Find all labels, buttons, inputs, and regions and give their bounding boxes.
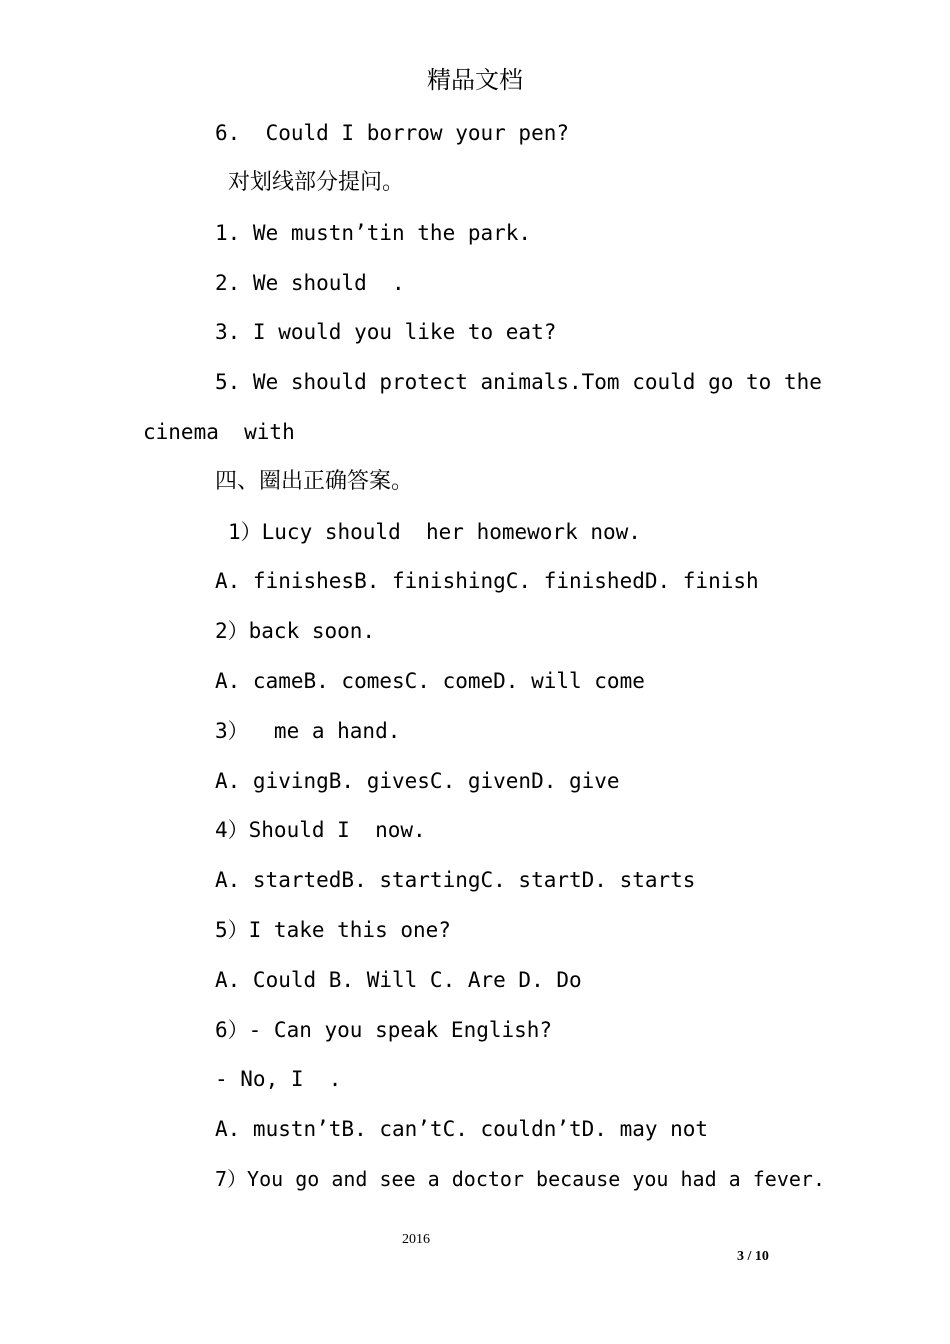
question-line-continuation: cinema with xyxy=(143,420,295,444)
mc-question-4: 4）Should I now. xyxy=(215,818,426,842)
footer-year: 2016 xyxy=(402,1232,430,1247)
question-line: 2. We should . xyxy=(215,271,405,295)
mc-question-2: 2）back soon. xyxy=(215,619,376,643)
mc-options-3: A. givingB. givesC. givenD. give xyxy=(215,769,620,793)
mc-options-5: A. Could B. Will C. Are D. Do xyxy=(215,968,582,992)
question-6-line: 6. Could I borrow your pen? xyxy=(215,121,570,145)
question-line: 1. We mustn’tin the park. xyxy=(215,221,532,245)
mc-question-6: 6）- Can you speak English? xyxy=(215,1018,553,1042)
mc-question-7: 7）You go and see a doctor because you had a fever. xyxy=(215,1167,826,1191)
mc-options-1: A. finishesB. finishingC. finishedD. finish xyxy=(215,569,759,593)
question-line: 5. We should protect animals.Tom could go to the xyxy=(215,370,822,394)
mc-options-2: A. cameB. comesC. comeD. will come xyxy=(215,669,645,693)
page-header-title: 精品文档 xyxy=(427,66,523,94)
section-heading-choose-answer: 四、圈出正确答案。 xyxy=(215,469,414,494)
mc-question-1: 1）Lucy should her homework now. xyxy=(228,520,641,544)
section-heading-underline-question: 对划线部分提问。 xyxy=(228,170,405,195)
mc-question-6-reply: - No, I . xyxy=(215,1067,342,1091)
question-line: 3. I would you like to eat? xyxy=(215,320,557,344)
mc-question-5: 5）I take this one? xyxy=(215,918,451,942)
mc-options-6: A. mustn’tB. can’tC. couldn’tD. may not xyxy=(215,1117,709,1141)
mc-options-4: A. startedB. startingC. startD. starts xyxy=(215,868,696,892)
mc-question-3: 3） me a hand. xyxy=(215,719,401,743)
footer-page-number: 3 / 10 xyxy=(737,1249,769,1264)
